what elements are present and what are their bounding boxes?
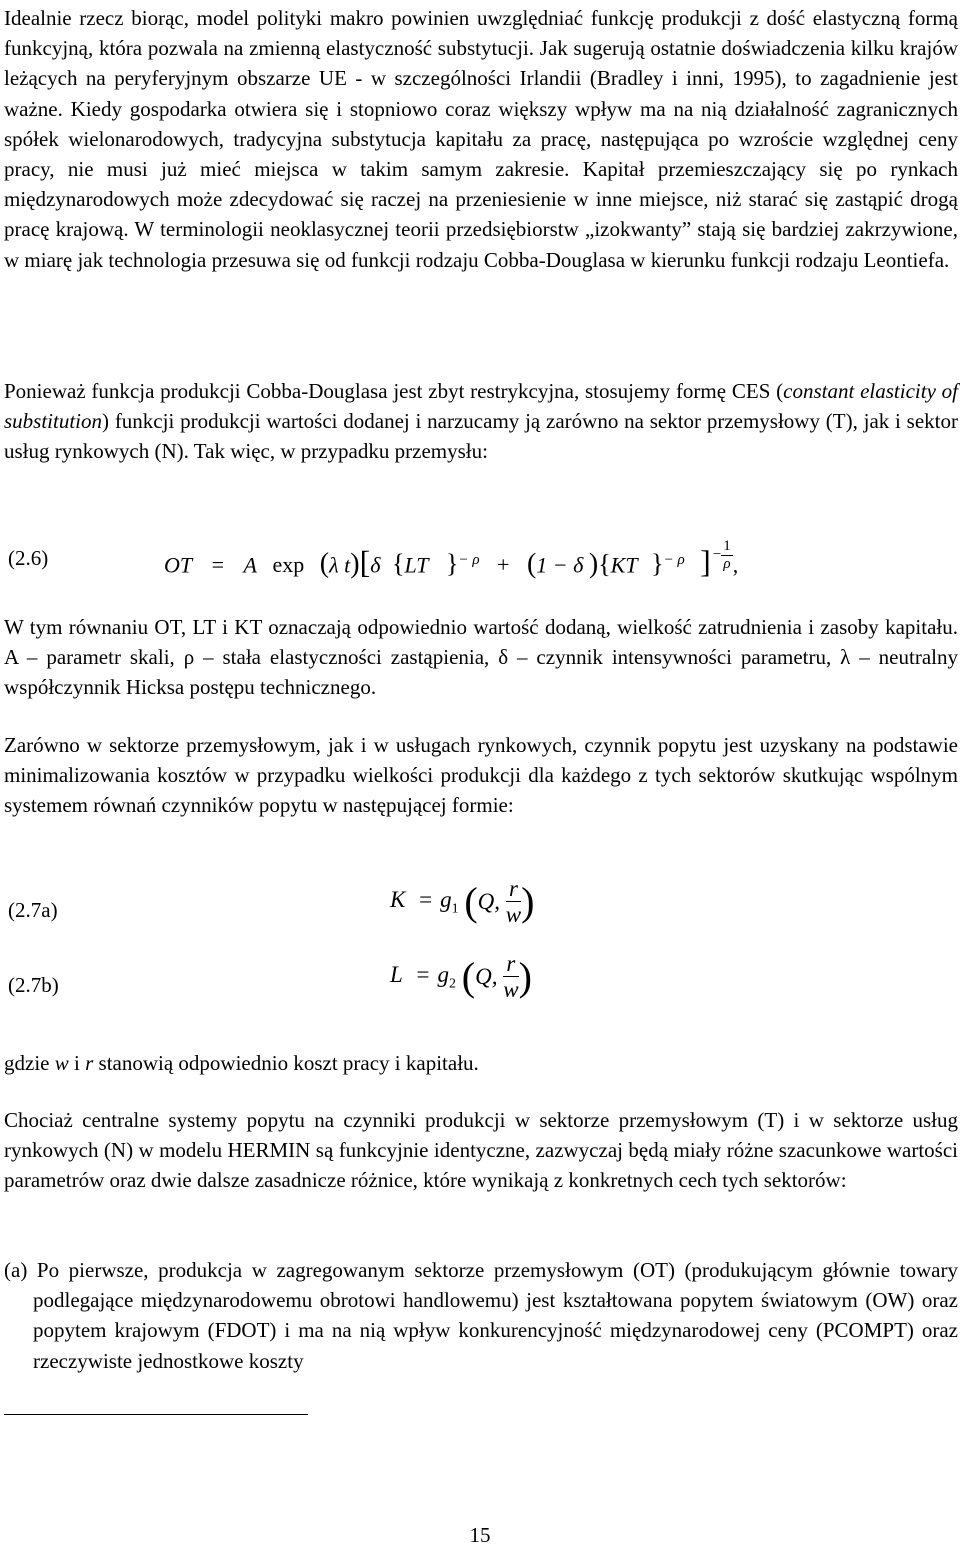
eq-exponent: − ρ [663,552,685,569]
eq-Q: Q, [477,888,501,914]
equation-2-6 [4,520,958,580]
eq-exponent: − ρ [458,552,480,569]
eq-fraction [506,876,521,928]
paragraph-intro: Idealnie rzecz biorąc, model polityki makro powinien uwzględniać funkcję produkcji z dość elastyczną formą funkcyjną, która pozwala na zmienną elastyczność substytucji. Jak sugerują ostatnie doświadczenia kilku krajów leżących na peryferyjnym obszarze UE - w szczególności Irlandii (Bradley i inni, 1995), to zagadnienie jest ważne. Kiedy gospodarka otwiera się i stopniowo coraz większy wpływ ma na nią działalność zagranicznych spółek wielonarodowych, tradycyjna substytucja kapitału za pracę, następująca po wzroście względnej ceny pracy, nie musi już mieć miejsca w takim samym zakresie. Kapitał przemieszczający się po rynkach międzynarodowych może zdecydować się raczej na przeniesienie w inne miejsce, niż starać się zastąpić drogą pracę krajową. W terminologii neoklasycznej teorii przedsiębiorstw „izokwanty” stają się bardziej zakrzywione, w miarę jak technologia przesuwa się od funkcji rodzaju Cobba-Douglasa w kierunku funkcji rodzaju Leontiefa. [4,6,958,272]
eq-fraction [503,951,518,1003]
brace-open: { [598,549,611,579]
eq-delta: δ [370,552,381,578]
eq-g: g [437,962,450,988]
brace-open: { [391,549,405,579]
fraction-denominator: ρ [723,555,731,572]
italic-w: w [54,1051,69,1075]
eq-lambda-t: λ t [329,552,351,578]
paren-open: ( [461,953,476,999]
eq-g: g [440,887,452,913]
text-run: stanowią odpowiednio koszt pracy i kapitału. [93,1051,479,1075]
bracket-close: ] [700,543,711,580]
equation-label: (2.7a) [8,898,58,922]
eq-sign: = [416,962,430,988]
footnote-rule [4,1414,308,1415]
outer-fraction [721,538,733,572]
brace-close: } [445,549,459,579]
page-number: 15 [469,1523,491,1547]
paragraph-hermin: Chociaż centralne systemy popytu na czynniki produkcji w sektorze przemysłowym (T) i w sektorze usług rynkowych (N) w modelu HERMIN są funkcyjnie identyczne, zazwyczaj będą miały różne szacunkowe wartości parametrów oraz dwie dalsze zasadnicze różnice, które wynikają z konkretnych cech tych sektorów: [4,1108,958,1193]
paragraph-definitions: W tym równaniu OT, LT i KT oznaczają odpowiednio wartość dodaną, wielkość zatrudnienia i zasoby kapitału. A – parametr skali, ρ – stała elastyczności zastąpienia, δ – czynnik intensywności parametru, λ – neutralny współczynnik Hicksa postępu technicznego. [4,615,958,700]
eq-sign: = [419,887,433,913]
eq-trail: , [732,552,739,578]
paren-open: ( [319,548,330,580]
eq-subscript: 2 [449,976,457,992]
paren-close: ) [518,953,532,999]
text-run: i [68,1051,86,1075]
eq-subscript: 1 [451,901,459,917]
eq-exp: exp [272,552,305,578]
paragraph-factor-demand: Zarówno w sektorze przemysłowym, jak i w usługach rynkowych, czynnik popytu jest uzyskany na podstawie minimalizowania kosztów w przypadku wielkości produkcji dla każdego z tych sektorów skutkując wspólnym systemem równań czynników popytu w następującej formie: [4,733,958,818]
paren-close: ) [521,878,535,924]
eq-scale-param: A [243,552,257,578]
eq-sign: = [211,552,225,578]
equation-2-7a [4,860,958,930]
brace-close: } [651,549,664,579]
outer-exponent [713,538,733,572]
fraction-numerator: r [506,876,521,902]
eq-plus: + [497,552,510,578]
outer-minus: − [712,546,722,563]
equation-label: (2.6) [8,546,49,570]
bracket-open: [ [359,543,371,580]
paragraph-cost-definition [4,1048,958,1078]
text-run: ) funkcji produkcji wartości dodanej i narzucamy ją zarówno na sektor przemysłowy (T), jak i sektor usług rynkowych (N). Tak więc, w przypadku przemysłu: [4,409,958,464]
italic-term: constant elasticity of substitution [4,379,958,434]
eq-lhs: K [390,887,406,913]
eq-lhs: L [390,962,403,988]
equation-2-7b [4,935,958,1005]
eq-lhs: OT [164,552,193,578]
equation-body [164,538,738,580]
equation-body [390,951,532,1003]
fraction-denominator: w [503,977,519,1003]
paren-open: ( [464,878,478,924]
list-item-a [4,1255,958,1376]
text-run: Ponieważ funkcja produkcji Cobba-Douglasa jest zbyt restrykcyjna, stosujemy formę CES ( [4,379,784,403]
paragraph-ces [4,376,958,467]
fraction-numerator: 1 [723,538,731,554]
equation-label: (2.7b) [8,973,59,997]
fraction-numerator: r [503,951,518,977]
paren-close: ) [588,548,599,580]
equation-body [390,876,534,928]
italic-r: r [85,1051,94,1075]
text-run: gdzie [4,1051,55,1075]
eq-one-minus-delta: 1 − δ [536,552,584,578]
list-item-text: (a) Po pierwsze, produkcja w zagregowanym sektorze przemysłowym (OT) (produkującym głównie towary podlegające międzynarodowemu obrotowi handlowemu) jest kształtowana popytem światowym (OW) oraz popytem krajowym (FDOT) i ma na nią wpływ konkurencyjność międzynarodowej ceny (PCOMPT) oraz rzeczywiste jednostkowe koszty [4,1258,958,1373]
eq-Q: Q, [475,963,498,989]
paren-close: ) [350,548,360,580]
paren-open: ( [526,548,537,580]
fraction-denominator: w [505,902,522,928]
eq-KT: KT [610,552,638,578]
eq-LT: LT [404,552,429,578]
